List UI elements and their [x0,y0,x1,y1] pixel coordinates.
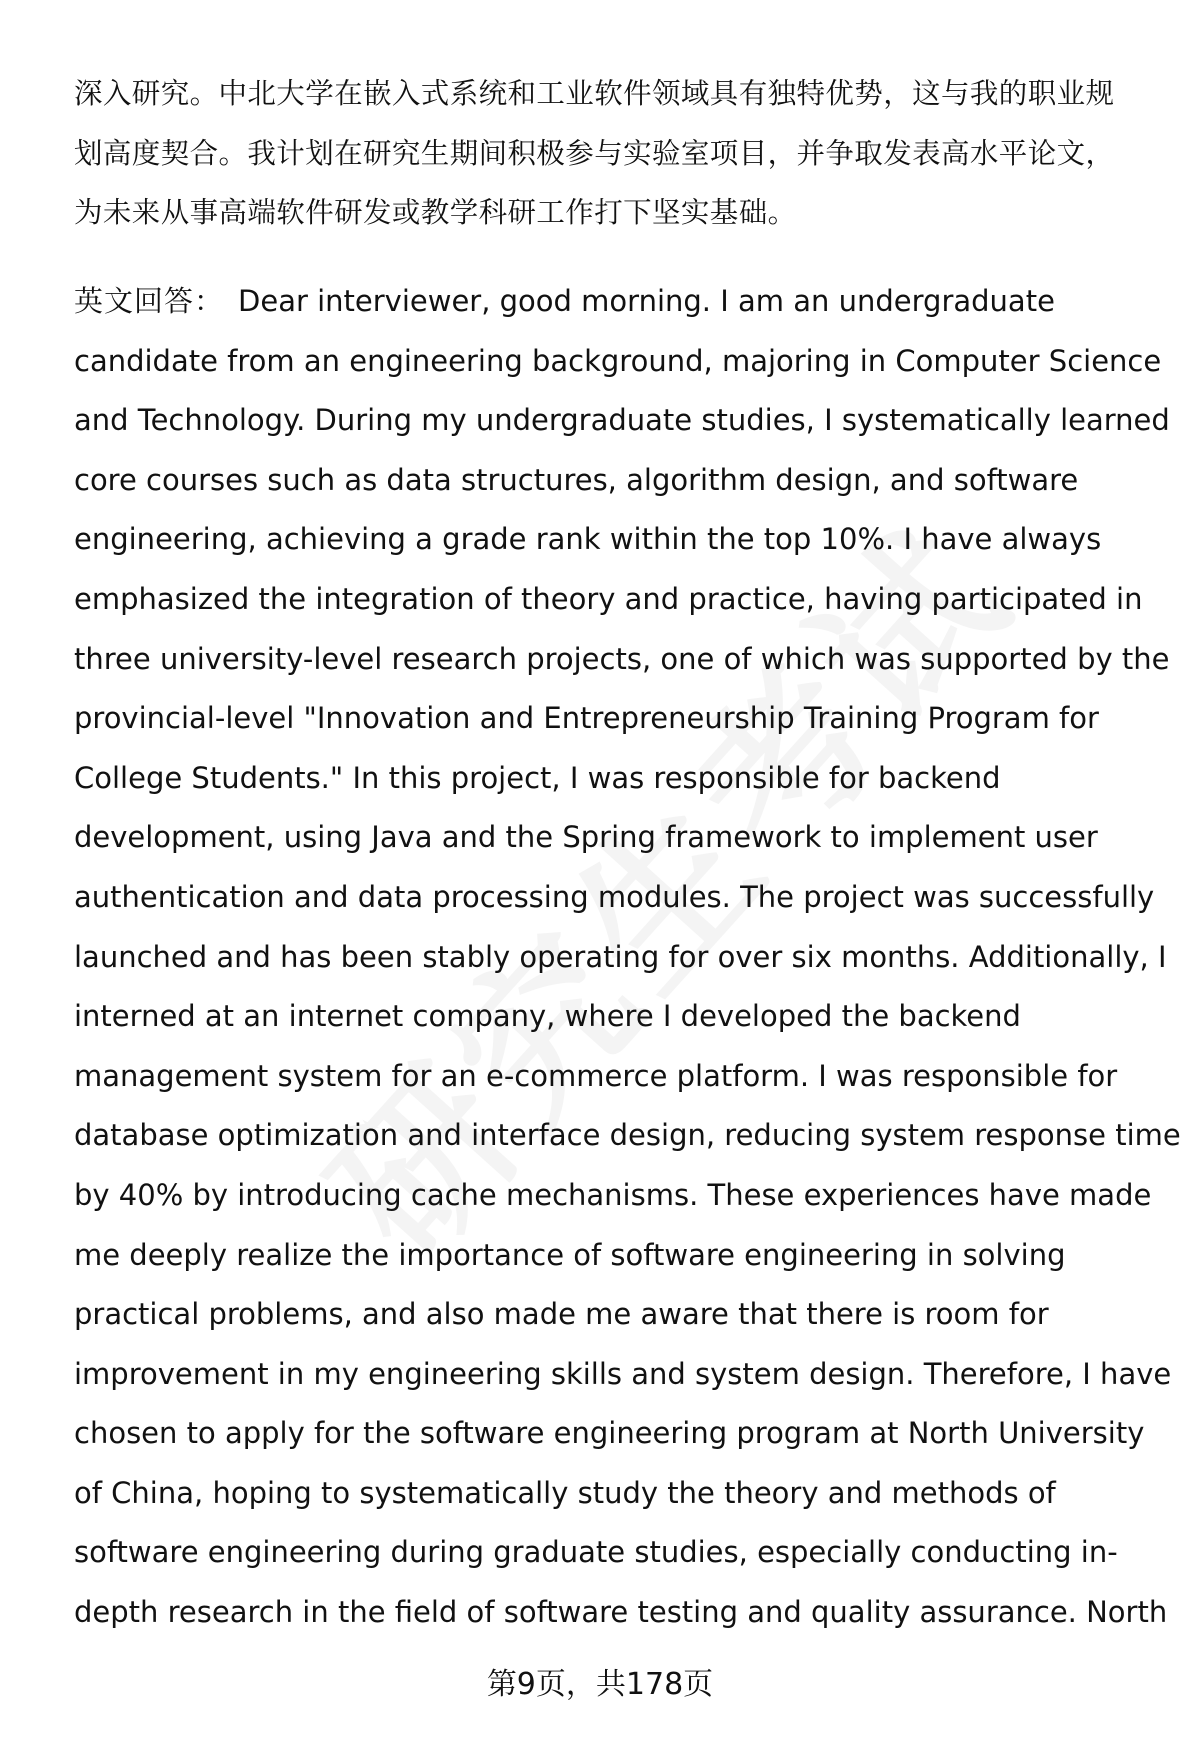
paragraph-line: development, using Java and the Spring framework to implement user [74,820,1098,855]
paragraph-line: 深入研究。中北大学在嵌入式系统和工业软件领域具有独特优势，这与我的职业规 [74,77,1115,110]
paragraph-line: software engineering during graduate studies, especially conducting in- [74,1535,1118,1570]
chinese-paragraph [74,64,1154,243]
paragraph-line: by 40% by introducing cache mechanisms. These experiences have made [74,1177,1152,1212]
paragraph-line: three university-level research projects, one of which was supported by the [74,641,1170,676]
paragraph-line: 为未来从事高端软件研发或教学科研工作打下坚实基础。 [74,196,797,229]
paragraph-line: management system for an e-commerce platform. I was responsible for [74,1058,1118,1093]
paragraph-line: improvement in my engineering skills and system design. Therefore, I have [74,1356,1172,1391]
paragraph-line: College Students." In this project, I was responsible for backend [74,760,1001,795]
paragraph-line [74,272,1154,332]
paragraph-line: emphasized the integration of theory and practice, having participated in [74,581,1143,616]
paragraph-line: candidate from an engineering background, majoring in Computer Science [74,343,1162,378]
paragraph-line: and Technology. During my undergraduate studies, I systematically learned [74,403,1170,438]
paragraph-line: practical problems, and also made me aware that there is room for [74,1297,1049,1332]
paragraph-line: core courses such as data structures, algorithm design, and software [74,462,1079,497]
paragraph-line-text: Dear interviewer, good morning. I am an undergraduate [238,284,1055,318]
paragraph-line: database optimization and interface design, reducing system response time [74,1118,1181,1153]
paragraph-line: provincial-level "Innovation and Entrepreneurship Training Program for [74,701,1099,736]
paragraph-line: 划高度契合。我计划在研究生期间积极参与实验室项目，并争取发表高水平论文， [74,136,1115,170]
paragraph-line: depth research in the field of software testing and quality assurance. North [74,1595,1168,1630]
english-answer-paragraph [74,272,1181,1643]
english-answer-label: 英文回答： [74,284,225,318]
paragraph-line: launched and has been stably operating for over six months. Additionally, I [74,939,1167,974]
paragraph-line: of China, hoping to systematically study the theory and methods of [74,1475,1056,1510]
paragraph-line: engineering, achieving a grade rank within the top 10%. I have always [74,522,1102,557]
paragraph-line: me deeply realize the importance of software engineering in solving [74,1237,1066,1272]
paragraph-line: authentication and data processing modules. The project was successfully [74,879,1155,914]
paragraph-line: chosen to apply for the software engineering program at North University [74,1416,1145,1451]
paragraph-line: interned at an internet company, where I developed the backend [74,999,1021,1034]
page-number: 第9页，共178页 [486,1667,714,1702]
